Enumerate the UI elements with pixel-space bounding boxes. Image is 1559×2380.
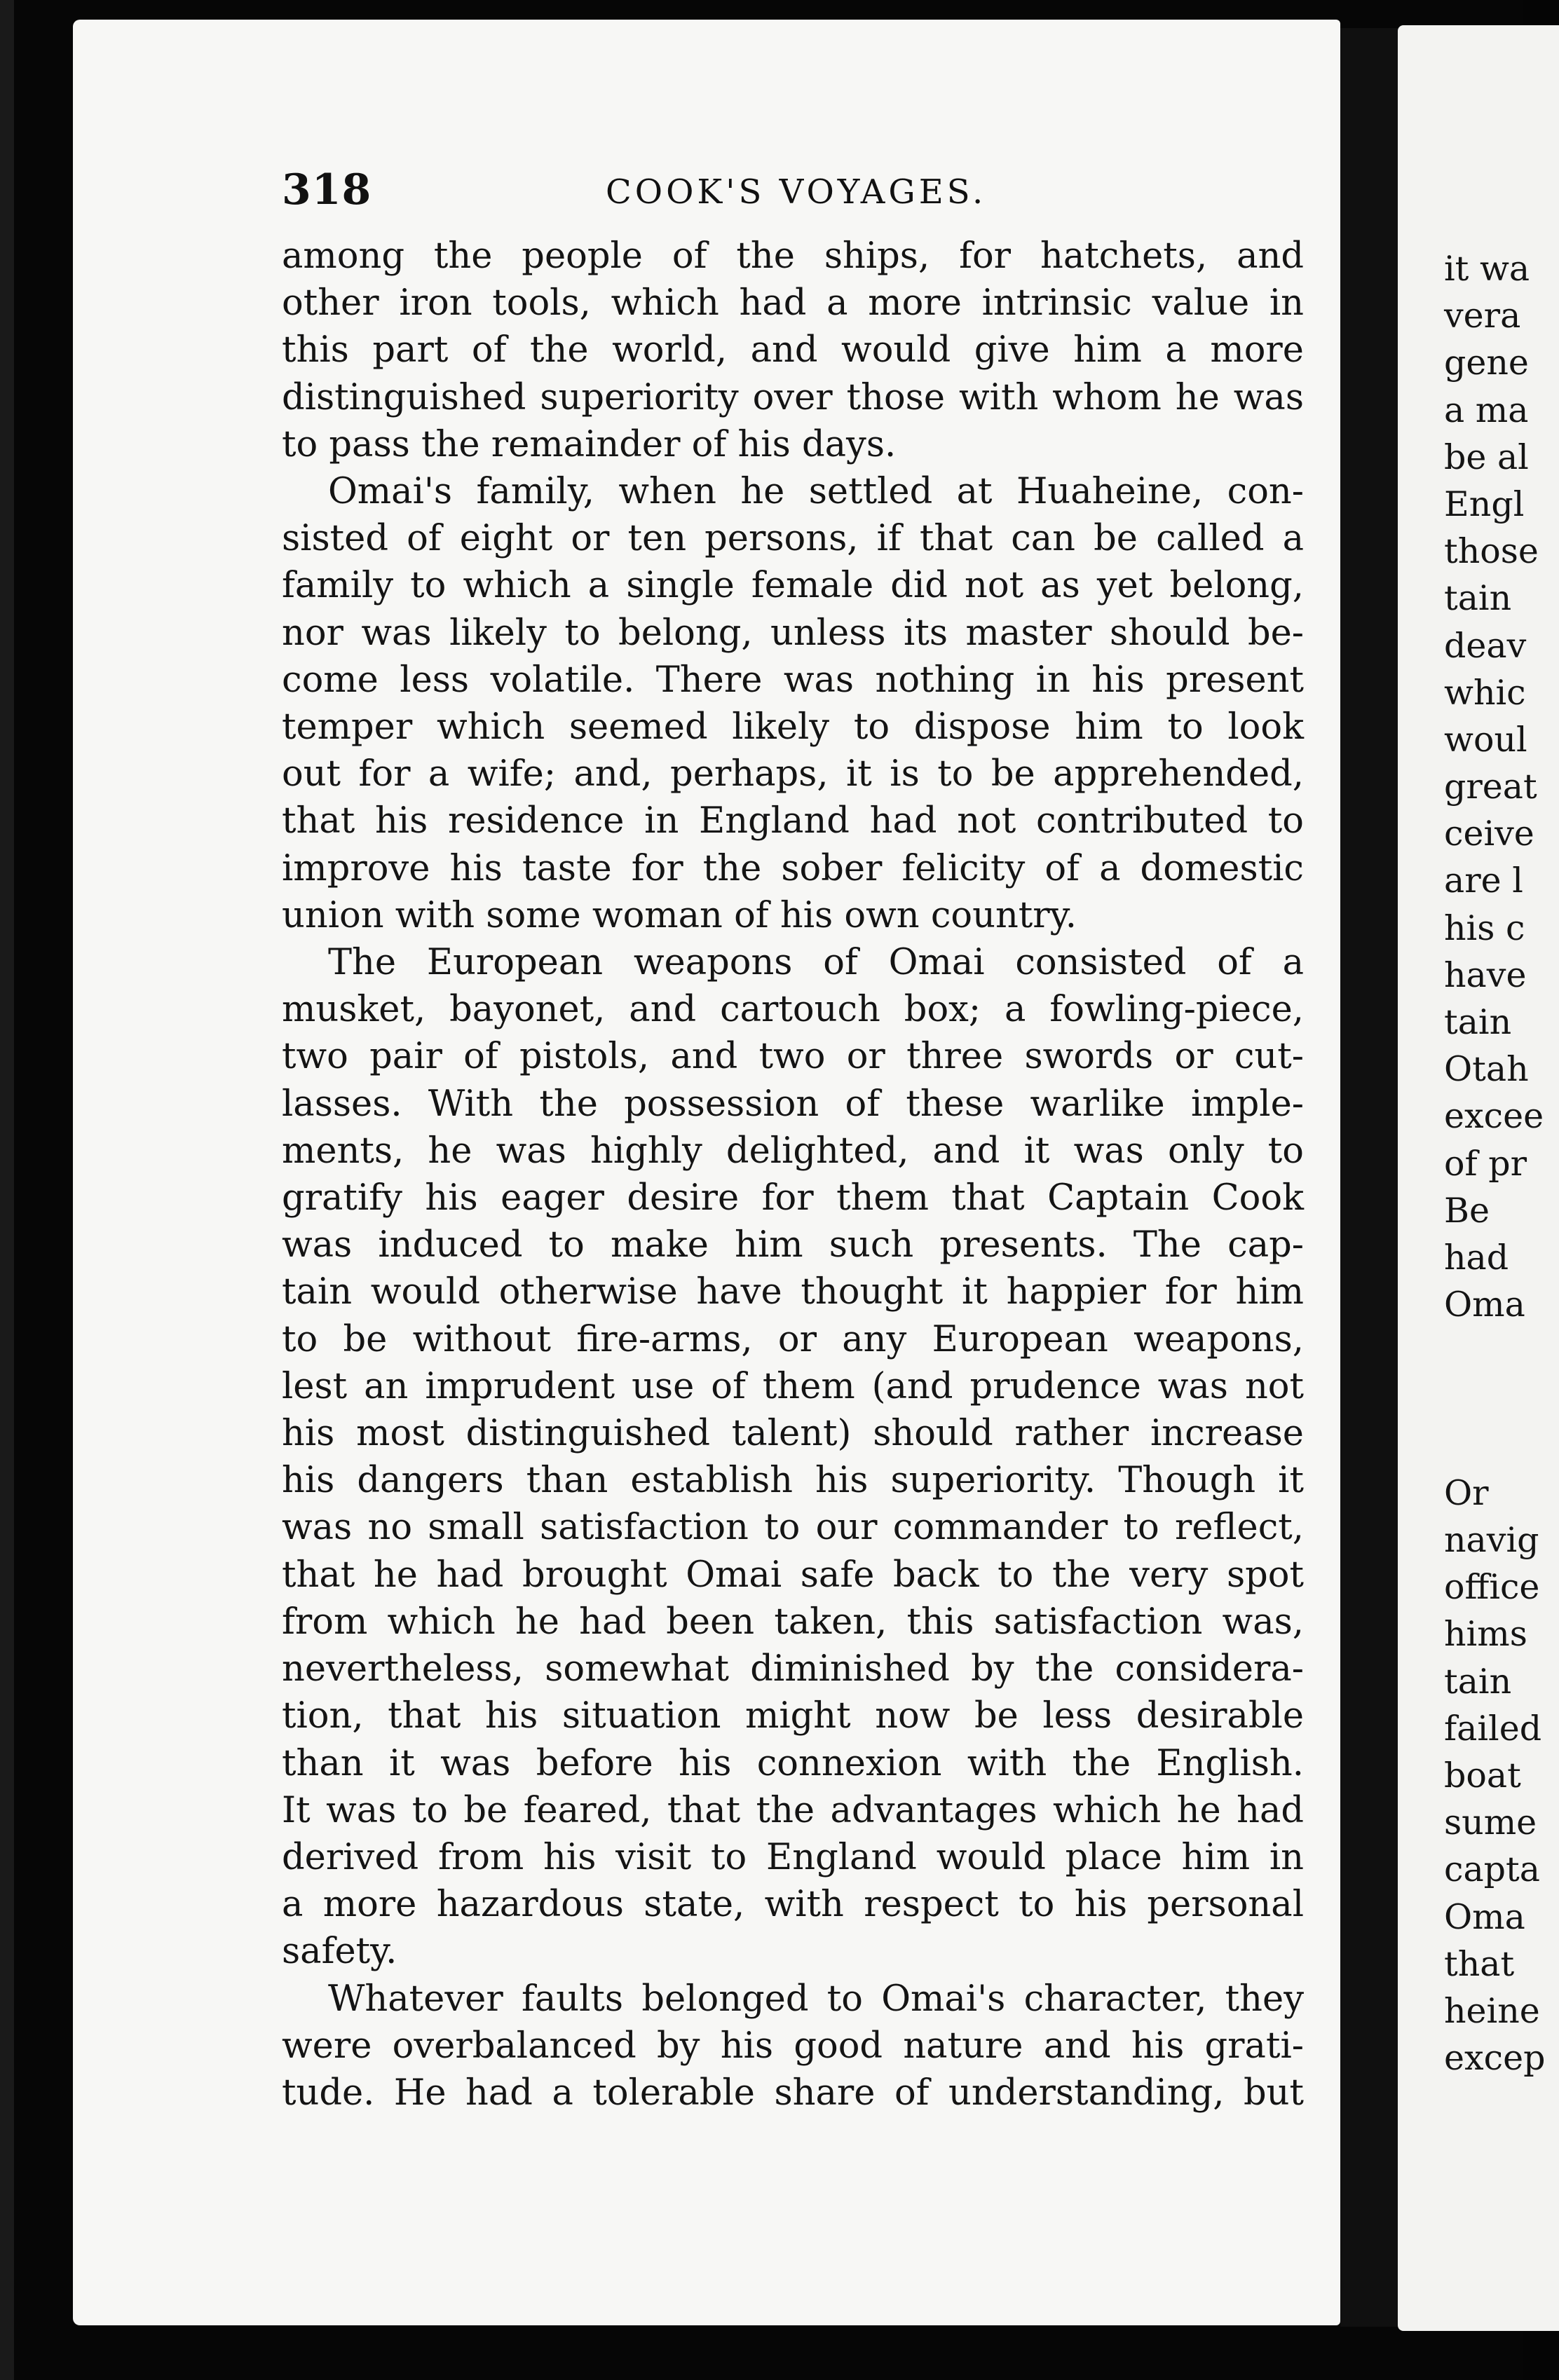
facing-page-fragment: a ma (1444, 390, 1529, 430)
facing-page-text (1444, 245, 1546, 2081)
facing-page-fragment: tain (1444, 578, 1512, 619)
facing-page-spacer (1444, 1376, 1523, 1423)
facing-page-fragment: Be (1444, 1190, 1490, 1231)
text-line: lest an imprudent use of them (and prudence was not (282, 1365, 1304, 1407)
facing-page-fragment: gene (1444, 343, 1529, 383)
text-line: that he had brought Omai safe back to the very spot (282, 1554, 1304, 1596)
facing-page-fragment: ceive (1444, 814, 1534, 854)
text-line: to pass the remainder of his days. (282, 423, 897, 465)
facing-page-spacer (1444, 1423, 1523, 1470)
text-line: a more hazardous state, with respect to his personal (282, 1884, 1304, 1926)
text-line: safety. (282, 1931, 397, 1973)
facing-page-fragment: Or (1444, 1472, 1489, 1513)
text-line: tion, that his situation might now be less desirable (282, 1695, 1304, 1737)
facing-page-fragment: tain (1444, 1661, 1512, 1702)
text-line: other iron tools, which had a more intrinsic value in (282, 282, 1304, 324)
left-page-edge (0, 0, 14, 2380)
facing-page-fragment: whic (1444, 672, 1526, 713)
text-line: was no small satisfaction to our commander to reflect, (282, 1507, 1304, 1549)
facing-page-fragment: Oma (1444, 1285, 1525, 1325)
text-line: sisted of eight or ten persons, if that can be called a (282, 518, 1304, 560)
facing-page-fragment: excee (1444, 1096, 1544, 1137)
facing-page-fragment: Engl (1444, 484, 1525, 524)
facing-page-fragment: be al (1444, 437, 1529, 477)
text-line: temper which seemed likely to dispose him to look (282, 706, 1304, 748)
running-head: COOK'S VOYAGES. (606, 172, 987, 212)
text-line: The European weapons of Omai consisted of a (328, 942, 1304, 984)
text-line: that his residence in England had not contributed to (282, 800, 1304, 842)
facing-page-fragment: Oma (1444, 1896, 1525, 1937)
text-line: among the people of the ships, for hatchets, and (282, 235, 1304, 277)
text-line: tain would otherwise have thought it happier for him (282, 1271, 1304, 1313)
facing-page-fragment: boat (1444, 1756, 1521, 1796)
text-line: ments, he was highly delighted, and it was only to (282, 1130, 1304, 1172)
text-line: family to which a single female did not as yet belong, (282, 565, 1304, 607)
text-line: improve his taste for the sober felicity of a domestic (282, 847, 1304, 889)
text-line: were overbalanced by his good nature and his grati- (282, 2025, 1304, 2067)
body-text (282, 233, 1304, 2116)
text-line: out for a wife; and, perhaps, it is to be apprehended, (282, 753, 1304, 795)
facing-page-fragment: excep (1444, 2038, 1546, 2079)
text-line: two pair of pistols, and two or three swords or cut- (282, 1036, 1304, 1078)
text-line: Whatever faults belonged to Omai's character, they (328, 1978, 1304, 2020)
text-line: tude. He had a tolerable share of understanding, but (282, 2072, 1304, 2114)
facing-page-fragment: hims (1444, 1614, 1527, 1655)
text-line: derived from his visit to England would place him in (282, 1836, 1304, 1878)
facing-page-fragment: have (1444, 955, 1527, 995)
facing-page-fragment: heine (1444, 1990, 1540, 2031)
text-line: distinguished superiority over those with whom he was (282, 376, 1304, 418)
text-line: lasses. With the possession of these warlike imple- (282, 1083, 1304, 1125)
page-header (282, 165, 1305, 235)
text-line: union with some woman of his own country. (282, 894, 1077, 936)
text-line: Omai's family, when he settled at Huaheine, con- (328, 471, 1304, 513)
facing-page-fragment: failed (1444, 1708, 1542, 1749)
facing-page-fragment: sume (1444, 1803, 1537, 1843)
facing-page-spacer (1444, 1328, 1523, 1375)
text-line: It was to be feared, that the advantages which he had (282, 1789, 1304, 1831)
facing-page-fragment: navig (1444, 1520, 1539, 1561)
text-line: from which he had been taken, this satisfaction was, (282, 1601, 1304, 1643)
facing-page-fragment: office (1444, 1567, 1540, 1608)
facing-page-fragment: those (1444, 531, 1539, 572)
text-line: nor was likely to belong, unless its master should be- (282, 612, 1304, 654)
facing-page-fragment: had (1444, 1237, 1509, 1278)
facing-page-fragment: tain (1444, 1002, 1512, 1042)
facing-page-fragment: his c (1444, 908, 1525, 948)
facing-page-fragment: great (1444, 767, 1537, 807)
facing-page-fragment: that (1444, 1943, 1515, 1984)
facing-page-fragment: woul (1444, 719, 1527, 760)
text-line: musket, bayonet, and cartouch box; a fowling-piece, (282, 989, 1304, 1031)
text-line: his dangers than establish his superiority. Though it (282, 1460, 1304, 1502)
page-number: 318 (282, 165, 372, 214)
text-line: his most distinguished talent) should rather increase (282, 1413, 1304, 1455)
facing-page-fragment: it wa (1444, 249, 1530, 289)
facing-page-fragment: vera (1444, 296, 1521, 336)
facing-page-fragment: capta (1444, 1849, 1540, 1890)
text-line: than it was before his connexion with the English. (282, 1742, 1304, 1784)
text-line: to be without fire-arms, or any European weapons, (282, 1318, 1304, 1360)
text-line: gratify his eager desire for them that Captain Cook (282, 1177, 1304, 1219)
facing-page-fragment: Otah (1444, 1049, 1529, 1090)
facing-page-fragment: deav (1444, 625, 1527, 666)
text-line: this part of the world, and would give him a more (282, 329, 1304, 371)
text-line: come less volatile. There was nothing in his present (282, 659, 1304, 701)
text-line: was induced to make him such presents. The cap- (282, 1224, 1304, 1266)
book-gutter (1340, 28, 1398, 2327)
facing-page-fragment: are l (1444, 861, 1523, 901)
facing-page-fragment: of pr (1444, 1143, 1527, 1184)
text-line: nevertheless, somewhat diminished by the considera- (282, 1648, 1304, 1690)
